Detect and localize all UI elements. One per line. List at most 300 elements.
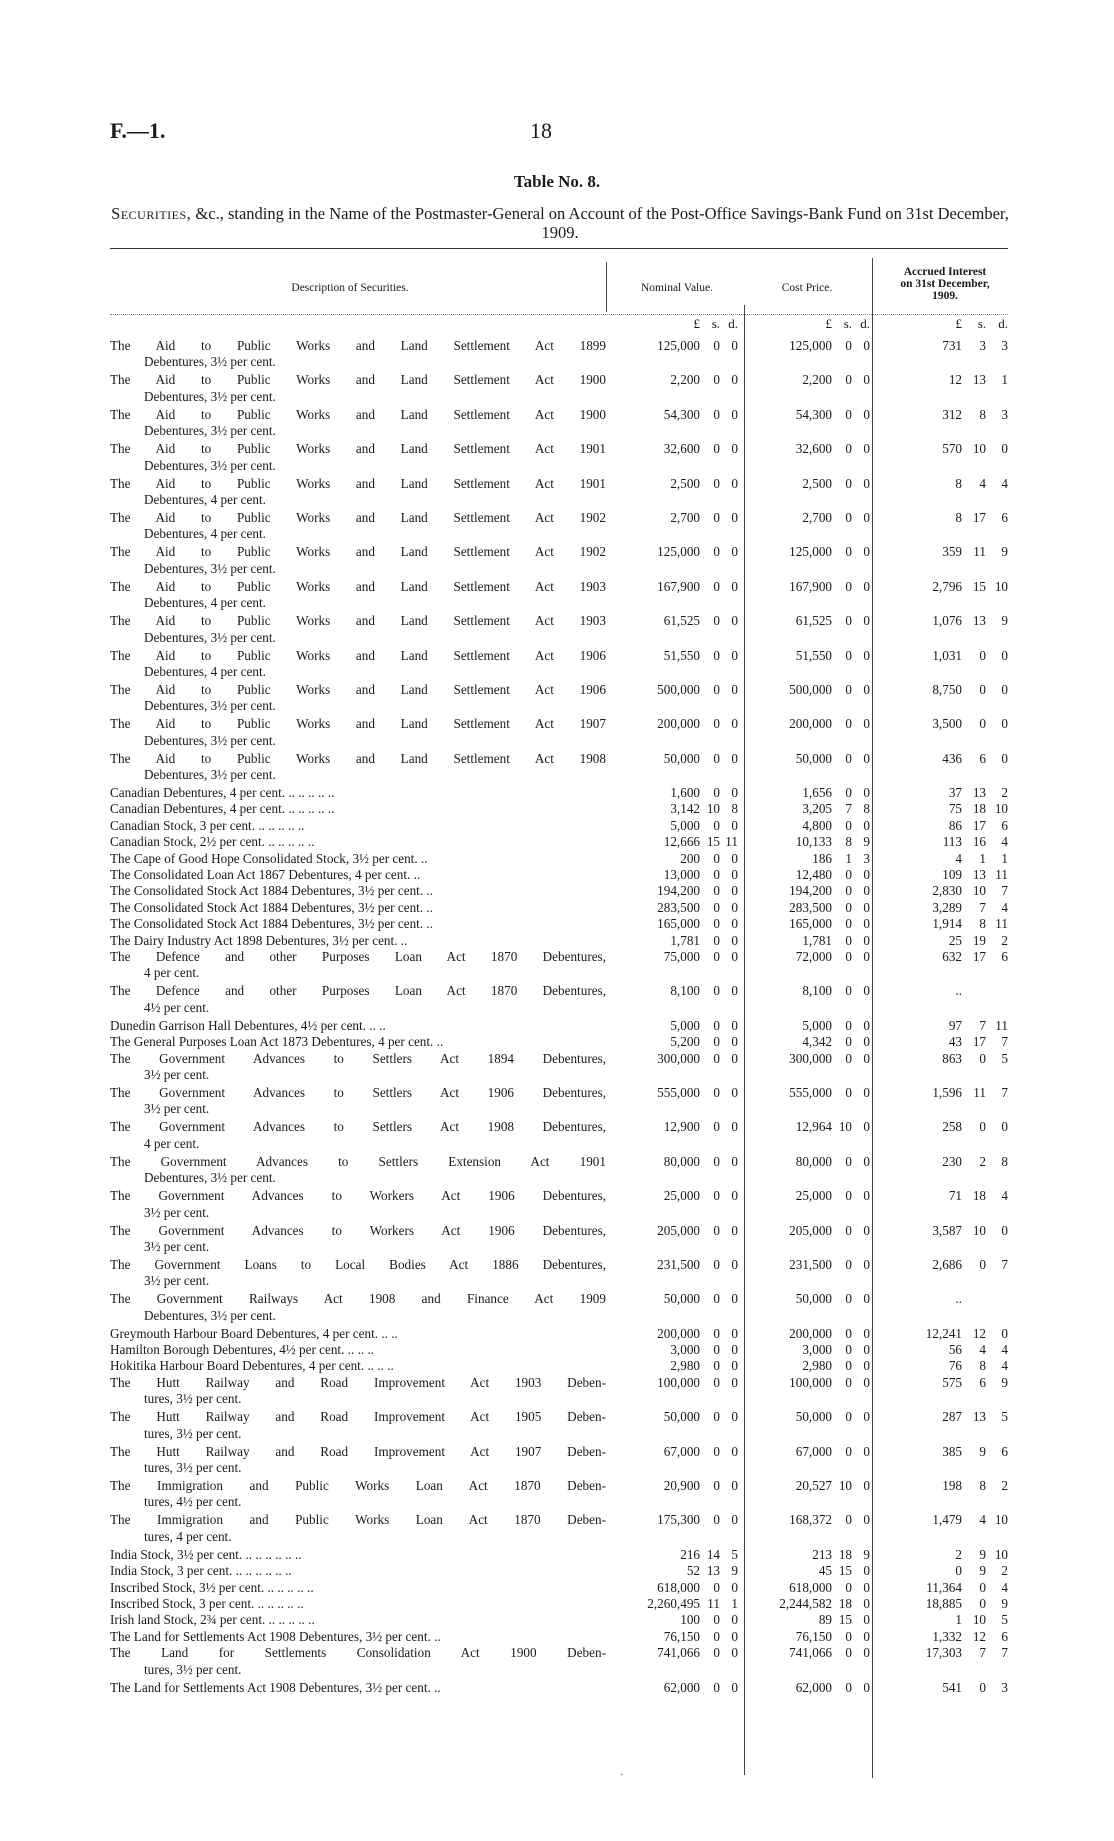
- nominal-shillings: 0: [713, 1291, 720, 1307]
- nominal-pence: 0: [731, 1256, 738, 1272]
- nominal-pounds: 12,666: [663, 834, 700, 850]
- nominal-pounds: 62,000: [663, 1679, 700, 1695]
- accrued-pence: 10: [994, 578, 1008, 594]
- cost-shillings: 0: [845, 406, 852, 422]
- accrued-pounds: 8: [955, 475, 962, 491]
- description-line2: Debentures, 3½ per cent.: [144, 457, 276, 473]
- nominal-pounds: 5,000: [670, 817, 700, 833]
- table-row: [110, 1680, 1010, 1696]
- table-row: [110, 949, 1010, 983]
- accrued-shillings: 0: [979, 1050, 986, 1066]
- accrued-pounds: 312: [942, 406, 962, 422]
- accrued-pounds: 541: [942, 1679, 962, 1695]
- cost-pounds: 283,500: [789, 899, 832, 915]
- cost-pounds: 167,900: [789, 578, 832, 594]
- accrued-pence: 6: [1001, 509, 1008, 525]
- nominal-pounds: 200,000: [657, 716, 700, 732]
- cost-pounds: 2,980: [802, 1358, 832, 1374]
- cost-pence: 0: [863, 681, 870, 697]
- security-description: [110, 1580, 606, 1596]
- nominal-shillings: 0: [713, 475, 720, 491]
- nominal-pounds: 52: [686, 1563, 700, 1579]
- description-line1: The Hutt Railway and Road Improvement Act 1905 Deben-: [110, 1409, 606, 1425]
- security-description: [110, 1547, 606, 1563]
- nominal-pounds: 555,000: [657, 1084, 700, 1100]
- table-row: [110, 1291, 1010, 1325]
- description-line2: 3½ per cent.: [144, 1204, 210, 1220]
- accrued-pounds: 1,914: [932, 916, 962, 932]
- accrued-pence: 1: [1001, 372, 1008, 388]
- cost-pounds: 194,200: [789, 883, 832, 899]
- accrued-pounds: 97: [948, 1017, 962, 1033]
- cost-pounds: 5,000: [802, 1017, 832, 1033]
- security-description: [110, 579, 606, 612]
- accrued-pence: 11: [995, 1017, 1008, 1033]
- accrued-pence: 6: [1001, 817, 1008, 833]
- accrued-shillings: 17: [972, 509, 986, 525]
- nominal-pence: 8: [731, 801, 738, 817]
- table-row: [110, 851, 1010, 867]
- cost-shillings: 7: [845, 801, 852, 817]
- accrued-pence: 10: [994, 801, 1008, 817]
- table-title: Table No. 8.: [513, 172, 601, 191]
- cost-pence: 0: [863, 613, 870, 629]
- nominal-pence: 0: [731, 1679, 738, 1695]
- security-description: [110, 834, 606, 850]
- security-description: [110, 372, 606, 405]
- table-row: [110, 1326, 1010, 1342]
- accrued-pounds: 258: [942, 1119, 962, 1135]
- nominal-pence: 0: [731, 1579, 738, 1595]
- cost-pence: 0: [863, 1342, 870, 1358]
- nominal-pence: 0: [731, 1628, 738, 1644]
- accrued-pounds: 575: [942, 1374, 962, 1390]
- security-description: [110, 1119, 606, 1152]
- nominal-pence: 0: [731, 1084, 738, 1100]
- accrued-shillings: 13: [972, 372, 986, 388]
- nominal-pence: 9: [731, 1563, 738, 1579]
- accrued-pounds: 2,796: [932, 578, 962, 594]
- cost-shillings: 0: [845, 1084, 852, 1100]
- accrued-shillings: 4: [979, 1512, 986, 1528]
- cost-shillings: 0: [845, 1050, 852, 1066]
- nominal-pounds: 216: [680, 1546, 700, 1562]
- table-row: [110, 1596, 1010, 1612]
- nominal-pence: 0: [731, 406, 738, 422]
- table-row: [110, 338, 1010, 372]
- nominal-shillings: 0: [713, 785, 720, 801]
- description-line1: Canadian Debentures, 4 per cent. .. .. .. .. ..: [110, 801, 335, 817]
- description-line2: Debentures, 3½ per cent.: [144, 698, 276, 714]
- cost-shillings: 0: [845, 1679, 852, 1695]
- cost-pounds: 54,300: [795, 406, 832, 422]
- accrued-pence: 0: [1001, 1222, 1008, 1238]
- accrued-pounds: 3,289: [932, 899, 962, 915]
- cost-pounds: 741,066: [789, 1645, 832, 1661]
- accrued-pounds: 8,750: [932, 681, 962, 697]
- accrued-header-line3: 1909.: [932, 290, 958, 302]
- nominal-shillings: 0: [713, 1017, 720, 1033]
- nominal-pounds: 2,700: [670, 509, 700, 525]
- cost-pounds: 25,000: [795, 1188, 832, 1204]
- nominal-pence: 0: [731, 544, 738, 560]
- table-row: [110, 1342, 1010, 1358]
- caption-text: &c., standing in the Name of the Postmaster-General on Account of the Post-Office Savings-Bank Fund on 31st December, 1909.: [191, 204, 1009, 242]
- cost-pence: 0: [863, 1579, 870, 1595]
- accrued-pence: 0: [1001, 441, 1008, 457]
- table-row: [110, 1358, 1010, 1374]
- cost-shillings: 0: [845, 1579, 852, 1595]
- cost-pence: 0: [863, 372, 870, 388]
- nominal-shillings: 0: [713, 1512, 720, 1528]
- accrued-pence: 1: [1001, 850, 1008, 866]
- description-line1: The Aid to Public Works and Land Settlement Act 1906: [110, 681, 606, 697]
- security-description: [110, 867, 606, 883]
- cost-pounds: 32,600: [795, 441, 832, 457]
- description-line2: 4½ per cent.: [144, 999, 210, 1015]
- accrued-pounds: 2: [955, 1546, 962, 1562]
- accrued-pounds: 436: [942, 750, 962, 766]
- cost-pounds: 80,000: [795, 1153, 832, 1169]
- accrued-pounds: 2,830: [932, 883, 962, 899]
- nominal-shillings: 0: [713, 1374, 720, 1390]
- accrued-pence: 5: [1001, 1409, 1008, 1425]
- cost-pence: 0: [863, 1153, 870, 1169]
- unit-shilling-cost: s.: [843, 316, 852, 331]
- cost-pence: 0: [863, 716, 870, 732]
- cost-pence: 0: [863, 916, 870, 932]
- description-line2: Debentures, 3½ per cent.: [144, 1307, 276, 1323]
- unit-pound-accrued: £: [955, 316, 962, 331]
- cost-pence: 0: [863, 785, 870, 801]
- nominal-pence: 0: [731, 613, 738, 629]
- cost-pounds: 72,000: [795, 948, 832, 964]
- nominal-shillings: 0: [713, 948, 720, 964]
- table-row: [110, 867, 1010, 883]
- table-row: [110, 916, 1010, 932]
- accrued-shillings: 0: [979, 1119, 986, 1135]
- security-description: [110, 613, 606, 646]
- description-line1: The Government Advances to Settlers Act 1906 Debentures,: [110, 1084, 606, 1100]
- table-row: [110, 1612, 1010, 1628]
- description-line1: The Consolidated Stock Act 1884 Debentures, 3½ per cent. ..: [110, 899, 434, 915]
- column-header-nominal-value: Nominal Value.: [641, 282, 713, 294]
- nominal-shillings: 0: [713, 1153, 720, 1169]
- description-line1: The Defence and other Purposes Loan Act 1870 Debentures,: [110, 948, 606, 964]
- cost-shillings: 0: [845, 1256, 852, 1272]
- description-line2: 3½ per cent.: [144, 1066, 210, 1082]
- description-line1: The Land for Settlements Act 1908 Debentures, 3½ per cent. ..: [110, 1679, 441, 1695]
- cost-shillings: 0: [845, 1512, 852, 1528]
- accrued-pounds: 731: [942, 338, 962, 353]
- cost-shillings: 0: [845, 441, 852, 457]
- cost-pounds: 125,000: [789, 544, 832, 560]
- nominal-shillings: 0: [713, 1084, 720, 1100]
- nominal-pounds: 741,066: [657, 1645, 700, 1661]
- table-row: [110, 1257, 1010, 1291]
- nominal-pence: 0: [731, 647, 738, 663]
- cost-pence: 0: [863, 1034, 870, 1050]
- page-reference: F.—1.: [110, 118, 166, 143]
- nominal-shillings: 0: [713, 1612, 720, 1628]
- security-description: [110, 1596, 606, 1612]
- nominal-shillings: 0: [713, 1645, 720, 1661]
- security-description: [110, 1612, 606, 1628]
- description-line2: Debentures, 3½ per cent.: [144, 560, 276, 576]
- nominal-shillings: 0: [713, 883, 720, 899]
- cost-pounds: 12,480: [795, 867, 832, 883]
- nominal-shillings: 13: [706, 1563, 720, 1579]
- cost-pence: 0: [863, 647, 870, 663]
- security-description: [110, 510, 606, 543]
- nominal-pence: 0: [731, 1612, 738, 1628]
- description-line1: India Stock, 3 per cent. .. .. .. .. .. ..: [110, 1563, 292, 1579]
- accrued-pounds: 287: [942, 1409, 962, 1425]
- nominal-pence: 0: [731, 817, 738, 833]
- accrued-pence: 10: [994, 1546, 1008, 1562]
- cost-pence: 0: [863, 1563, 870, 1579]
- description-line1: The Government Advances to Settlers Act 1908 Debentures,: [110, 1119, 606, 1135]
- accrued-pounds: 37: [948, 785, 962, 801]
- cost-pence: 0: [863, 1443, 870, 1459]
- nominal-shillings: 0: [713, 441, 720, 457]
- cost-pence: 0: [863, 1512, 870, 1528]
- table-row: [110, 983, 1010, 1017]
- page-footer-mark: ·: [620, 1770, 624, 1781]
- cost-pounds: 165,000: [789, 916, 832, 932]
- cost-pence: 0: [863, 883, 870, 899]
- nominal-shillings: 0: [713, 1579, 720, 1595]
- cost-shillings: 0: [845, 916, 852, 932]
- accrued-shillings: 9: [979, 1443, 986, 1459]
- table-row: [110, 1051, 1010, 1085]
- nominal-shillings: 0: [713, 544, 720, 560]
- nominal-pounds: 125,000: [657, 338, 700, 353]
- unit-pound-cost: £: [825, 316, 832, 331]
- column-header-description: Description of Securities.: [291, 282, 409, 294]
- accrued-shillings: 13: [972, 1409, 986, 1425]
- description-line1: The Aid to Public Works and Land Settlement Act 1908: [110, 750, 606, 766]
- nominal-shillings: 0: [713, 406, 720, 422]
- table-row: [110, 1018, 1010, 1034]
- accrued-pounds: 18,885: [925, 1595, 962, 1611]
- nominal-pounds: 125,000: [657, 544, 700, 560]
- table-caption: [110, 204, 1010, 242]
- nominal-shillings: 0: [713, 1358, 720, 1374]
- securities-table: [110, 338, 1010, 1696]
- nominal-pounds: 200: [680, 850, 700, 866]
- description-line1: The General Purposes Loan Act 1873 Debentures, 4 per cent. ..: [110, 1034, 444, 1050]
- security-description: [110, 648, 606, 681]
- table-row: [110, 613, 1010, 647]
- nominal-shillings: 0: [713, 932, 720, 948]
- cost-pounds: 50,000: [795, 1409, 832, 1425]
- cost-pounds: 3,205: [802, 801, 832, 817]
- cost-pounds: 1,656: [802, 785, 832, 801]
- cost-pence: 0: [863, 1645, 870, 1661]
- table-row: [110, 834, 1010, 850]
- accrued-shillings: 8: [979, 1358, 986, 1374]
- security-description: [110, 1409, 606, 1442]
- cost-pence: 0: [863, 441, 870, 457]
- nominal-pence: 0: [731, 883, 738, 899]
- nominal-pence: 0: [731, 716, 738, 732]
- unit-pence-nominal: d.: [728, 316, 738, 331]
- nominal-pence: 0: [731, 681, 738, 697]
- accrued-pence: 9: [1001, 613, 1008, 629]
- cost-pounds: 67,000: [795, 1443, 832, 1459]
- cost-pounds: 2,200: [802, 372, 832, 388]
- nominal-pounds: 231,500: [657, 1256, 700, 1272]
- cost-pence: 0: [863, 1222, 870, 1238]
- accrued-shillings: 17: [972, 1034, 986, 1050]
- cost-pounds: 62,000: [795, 1679, 832, 1695]
- table-row: [110, 818, 1010, 834]
- nominal-shillings: 0: [713, 899, 720, 915]
- table-row: [110, 1409, 1010, 1443]
- security-description: [110, 900, 606, 916]
- security-description: [110, 983, 606, 1016]
- header-divider-1: [606, 262, 607, 312]
- security-description: [110, 1563, 606, 1579]
- nominal-pounds: 1,600: [670, 785, 700, 801]
- description-line2: Debentures, 4 per cent.: [144, 595, 266, 611]
- description-line1: Inscribed Stock, 3½ per cent. .. .. .. .. ..: [110, 1579, 314, 1595]
- table-row: [110, 933, 1010, 949]
- accrued-pence: 5: [1001, 1612, 1008, 1628]
- accrued-shillings: 7: [979, 899, 986, 915]
- cost-pence: 0: [863, 544, 870, 560]
- table-row: [110, 1085, 1010, 1119]
- accrued-shillings: 9: [979, 1546, 986, 1562]
- cost-shillings: 0: [845, 948, 852, 964]
- nominal-pounds: 500,000: [657, 681, 700, 697]
- accrued-shillings: 1: [979, 850, 986, 866]
- accrued-pence: 4: [1001, 1188, 1008, 1204]
- cost-pence: 0: [863, 1358, 870, 1374]
- cost-pounds: 200,000: [789, 1325, 832, 1341]
- security-description: [110, 1512, 606, 1545]
- accrued-shillings: 0: [979, 716, 986, 732]
- table-row: [110, 1563, 1010, 1579]
- nominal-pence: 0: [731, 1374, 738, 1390]
- nominal-pounds: 61,525: [663, 613, 700, 629]
- cost-pounds: 100,000: [789, 1374, 832, 1390]
- nominal-pence: 0: [731, 475, 738, 491]
- cost-shillings: 0: [845, 883, 852, 899]
- table-row: [110, 1034, 1010, 1050]
- description-line1: The Land for Settlements Act 1908 Debentures, 3½ per cent. ..: [110, 1628, 441, 1644]
- table-row: [110, 1580, 1010, 1596]
- nominal-pounds: 5,200: [670, 1034, 700, 1050]
- cost-shillings: 18: [838, 1546, 852, 1562]
- description-line2: Debentures, 3½ per cent.: [144, 629, 276, 645]
- accrued-shillings: 10: [972, 441, 986, 457]
- description-line1: The Government Advances to Settlers Extension Act 1901: [110, 1153, 606, 1169]
- cost-pounds: 186: [812, 850, 832, 866]
- cost-shillings: 0: [845, 1291, 852, 1307]
- cost-shillings: 0: [845, 647, 852, 663]
- accrued-pence: 7: [1001, 1084, 1008, 1100]
- accrued-pounds: 1: [955, 1612, 962, 1628]
- accrued-pence: 8: [1001, 1153, 1008, 1169]
- table-row: [110, 1154, 1010, 1188]
- nominal-pounds: 75,000: [663, 948, 700, 964]
- nominal-pence: 5: [731, 1546, 738, 1562]
- cost-shillings: 0: [845, 1645, 852, 1661]
- accrued-pounds: 1,031: [932, 647, 962, 663]
- nominal-pence: 0: [731, 785, 738, 801]
- cost-shillings: 0: [845, 1017, 852, 1033]
- nominal-shillings: 0: [713, 1628, 720, 1644]
- description-line2: 3½ per cent.: [144, 1238, 210, 1254]
- description-line1: The Government Advances to Workers Act 1906 Debentures,: [110, 1188, 606, 1204]
- nominal-pence: 0: [731, 750, 738, 766]
- cost-shillings: 0: [845, 1188, 852, 1204]
- nominal-pence: 0: [731, 372, 738, 388]
- description-line2: tures, 4 per cent.: [144, 1528, 232, 1544]
- accrued-pounds: 4: [955, 850, 962, 866]
- cost-shillings: 0: [845, 1628, 852, 1644]
- currency-units-row: [110, 316, 1010, 334]
- accrued-pounds: 12: [948, 372, 962, 388]
- description-line1: The Defence and other Purposes Loan Act 1870 Debentures,: [110, 983, 606, 999]
- cost-shillings: 0: [845, 578, 852, 594]
- cost-pence: 0: [863, 406, 870, 422]
- nominal-pounds: 8,100: [670, 983, 700, 999]
- security-description: [110, 716, 606, 749]
- accrued-pounds: ..: [955, 1291, 962, 1307]
- description-line2: tures, 3½ per cent.: [144, 1391, 242, 1407]
- cost-pounds: 2,500: [802, 475, 832, 491]
- accrued-pounds: 3,500: [932, 716, 962, 732]
- description-line2: 4 per cent.: [144, 1135, 200, 1151]
- accrued-pounds: 1,596: [932, 1084, 962, 1100]
- table-row: [110, 1512, 1010, 1546]
- accrued-shillings: 18: [972, 1188, 986, 1204]
- cost-pence: 0: [863, 1017, 870, 1033]
- cost-pence: 3: [863, 850, 870, 866]
- nominal-shillings: 0: [713, 750, 720, 766]
- description-line1: The Immigration and Public Works Loan Act 1870 Deben-: [110, 1478, 606, 1494]
- description-line1: The Aid to Public Works and Land Settlement Act 1902: [110, 509, 606, 525]
- nominal-pounds: 76,150: [663, 1628, 700, 1644]
- accrued-header-line1: Accrued Interest: [903, 266, 987, 278]
- description-line1: The Consolidated Stock Act 1884 Debentures, 3½ per cent. ..: [110, 883, 434, 899]
- table-row: [110, 648, 1010, 682]
- nominal-pence: 0: [731, 1017, 738, 1033]
- security-description: [110, 818, 606, 834]
- accrued-pence: 0: [1001, 681, 1008, 697]
- nominal-pence: 0: [731, 916, 738, 932]
- description-line1: The Aid to Public Works and Land Settlement Act 1900: [110, 372, 606, 388]
- accrued-shillings: 0: [979, 1256, 986, 1272]
- cost-pounds: 205,000: [789, 1222, 832, 1238]
- security-description: [110, 1085, 606, 1118]
- accrued-pence: 4: [1001, 834, 1008, 850]
- accrued-pounds: 1,076: [932, 613, 962, 629]
- accrued-shillings: 15: [972, 578, 986, 594]
- description-line1: The Hutt Railway and Road Improvement Act 1907 Deben-: [110, 1443, 606, 1459]
- nominal-pence: 0: [731, 1409, 738, 1425]
- accrued-shillings: 11: [973, 1084, 986, 1100]
- accrued-pounds: 8: [955, 509, 962, 525]
- nominal-shillings: 0: [713, 647, 720, 663]
- accrued-pounds: 198: [942, 1478, 962, 1494]
- unit-shilling-accrued: s.: [977, 316, 986, 331]
- cost-pence: 9: [863, 834, 870, 850]
- description-line2: Debentures, 4 per cent.: [144, 491, 266, 507]
